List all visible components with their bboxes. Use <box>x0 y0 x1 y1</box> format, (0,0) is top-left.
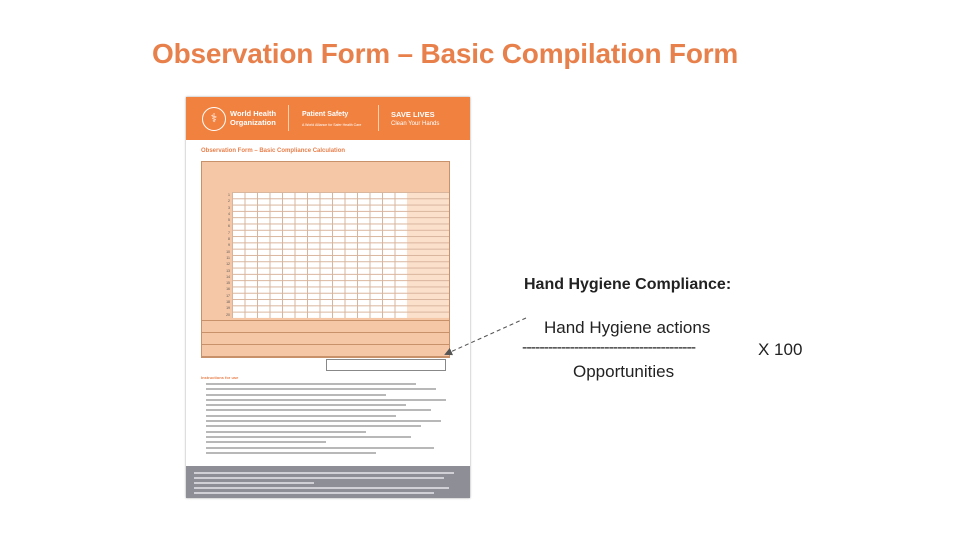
formula-multiplier: X 100 <box>758 340 803 359</box>
session-row-number: 4 <box>228 211 230 216</box>
formula-denominator: Opportunities <box>573 362 675 381</box>
session-row-number: 19 <box>226 306 230 311</box>
who-emblem-icon: ⚕ <box>202 107 226 131</box>
formula-numerator: Hand Hygiene actions <box>544 318 711 337</box>
arrow-line <box>446 318 526 354</box>
session-row-number: 11 <box>226 255 230 260</box>
formula-fraction-line: ---------------------------------------- <box>522 339 696 356</box>
session-row-number: 5 <box>228 218 230 223</box>
form-title: Observation Form – Basic Compliance Calculation <box>201 148 346 154</box>
instructions-heading: Instructions for use <box>201 375 239 380</box>
session-row-number: 20 <box>226 312 230 317</box>
who-org-name: World Health Organization <box>230 109 277 127</box>
session-row-number: 15 <box>226 281 230 286</box>
session-row-number: 7 <box>228 230 230 235</box>
session-row-number: 13 <box>226 268 230 273</box>
session-row-number: 10 <box>226 249 230 254</box>
session-row-number: 9 <box>228 243 230 248</box>
session-row-number: 2 <box>228 199 230 204</box>
session-row-number: 16 <box>226 287 230 292</box>
session-row-number: 3 <box>228 205 230 210</box>
session-row-number: 18 <box>226 300 230 305</box>
clean-hands-subtitle: Clean Your Hands <box>391 121 440 127</box>
session-row-number: 17 <box>226 293 230 298</box>
patient-safety-tagline: A World Alliance for Safer Health Care <box>302 123 362 127</box>
slide-title: Observation Form – Basic Compilation Form <box>152 38 739 69</box>
session-row-number: 6 <box>228 224 230 229</box>
save-lives-title: SAVE LIVES <box>391 110 435 119</box>
patient-safety-title: Patient Safety <box>302 111 349 118</box>
session-row-number: 8 <box>228 237 230 242</box>
session-row-number: 12 <box>226 262 230 267</box>
session-row-number: 14 <box>226 274 230 279</box>
session-row-number: 1 <box>228 193 230 197</box>
compliance-heading: Hand Hygiene Compliance: <box>524 276 732 293</box>
